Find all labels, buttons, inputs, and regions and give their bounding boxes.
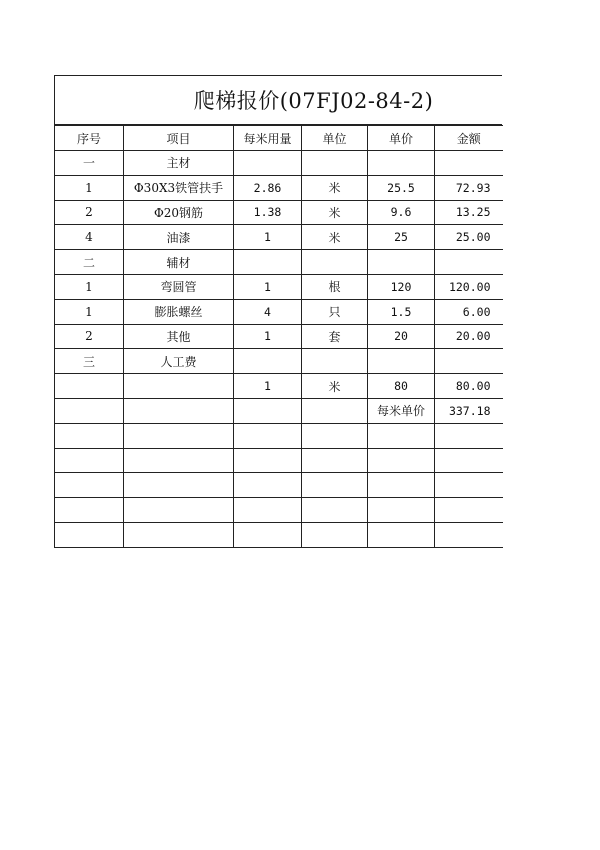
cell-item: 主材 [124,151,234,176]
cell-amount: 72.93 [435,175,503,200]
cell-index [55,448,124,473]
cell-amount [435,448,503,473]
cell-item [124,398,234,423]
cell-item: Φ30X3铁管扶手 [124,175,234,200]
cell-price: 20 [368,324,435,349]
cell-item: Φ20钢筋 [124,200,234,225]
table-row [55,498,503,523]
table-row [55,448,503,473]
cell-item: 辅材 [124,250,234,275]
cell-index: 一 [55,151,124,176]
table-row [55,200,503,225]
cell-usage [234,423,302,448]
quote-sheet [54,75,502,548]
cell-usage: 1 [234,225,302,250]
cell-amount: 20.00 [435,324,503,349]
cell-usage [234,398,302,423]
cell-amount [435,250,503,275]
cell-index: 1 [55,274,124,299]
cell-price [368,498,435,523]
cell-amount [435,473,503,498]
table-row [55,299,503,324]
cell-amount: 120.00 [435,274,503,299]
table-row [55,398,503,423]
cell-item: 弯圆管 [124,274,234,299]
cell-index [55,522,124,547]
cell-price: 25.5 [368,175,435,200]
cell-item: 其他 [124,324,234,349]
cell-usage [234,349,302,374]
cell-index: 4 [55,225,124,250]
cell-index: 2 [55,200,124,225]
cell-item [124,448,234,473]
cell-unit [302,473,368,498]
cell-usage: 2.86 [234,175,302,200]
cell-price: 每米单价 [368,398,435,423]
cell-price: 120 [368,274,435,299]
cell-price: 25 [368,225,435,250]
cell-price [368,448,435,473]
quote-table-body [55,126,503,548]
cell-amount [435,151,503,176]
cell-item: 油漆 [124,225,234,250]
cell-item [124,374,234,399]
header-cell-price: 单价 [368,126,435,151]
cell-usage: 1 [234,274,302,299]
cell-item: 膨胀螺丝 [124,299,234,324]
cell-unit: 米 [302,175,368,200]
cell-item [124,498,234,523]
table-row [55,250,503,275]
cell-price: 1.5 [368,299,435,324]
cell-price [368,151,435,176]
cell-unit: 米 [302,225,368,250]
cell-usage: 1 [234,374,302,399]
cell-unit: 根 [302,274,368,299]
header-cell-item: 项目 [124,126,234,151]
cell-price [368,349,435,374]
cell-usage [234,522,302,547]
table-row [55,374,503,399]
cell-index [55,423,124,448]
cell-item: 人工费 [124,349,234,374]
cell-amount [435,522,503,547]
cell-item [124,423,234,448]
cell-usage: 4 [234,299,302,324]
cell-unit [302,151,368,176]
cell-item [124,522,234,547]
cell-unit [302,423,368,448]
cell-index: 1 [55,299,124,324]
cell-index [55,398,124,423]
cell-index [55,473,124,498]
sheet-title: 爬梯报价(07FJ02-84-2) [54,75,502,125]
cell-unit [302,498,368,523]
table-row [55,349,503,374]
cell-usage [234,151,302,176]
quote-table [54,125,503,548]
cell-amount [435,498,503,523]
cell-amount: 25.00 [435,225,503,250]
cell-unit [302,349,368,374]
cell-usage: 1 [234,324,302,349]
table-row [55,324,503,349]
table-row [55,522,503,547]
table-row [55,274,503,299]
cell-unit: 只 [302,299,368,324]
table-row [55,423,503,448]
cell-unit [302,398,368,423]
cell-amount: 13.25 [435,200,503,225]
header-cell-amount: 金额 [435,126,503,151]
cell-amount: 80.00 [435,374,503,399]
cell-unit [302,250,368,275]
cell-usage [234,498,302,523]
header-cell-usage: 每米用量 [234,126,302,151]
cell-unit [302,522,368,547]
cell-price [368,522,435,547]
cell-amount: 337.18 [435,398,503,423]
cell-amount [435,423,503,448]
cell-unit: 米 [302,200,368,225]
cell-unit: 米 [302,374,368,399]
cell-amount [435,349,503,374]
cell-index: 1 [55,175,124,200]
cell-item [124,473,234,498]
header-cell-unit: 单位 [302,126,368,151]
cell-price: 80 [368,374,435,399]
cell-price [368,423,435,448]
cell-price: 9.6 [368,200,435,225]
cell-usage: 1.38 [234,200,302,225]
cell-index [55,498,124,523]
header-cell-index: 序号 [55,126,124,151]
cell-usage [234,473,302,498]
cell-price [368,250,435,275]
table-row [55,151,503,176]
cell-unit: 套 [302,324,368,349]
table-row [55,175,503,200]
table-row [55,473,503,498]
cell-index: 二 [55,250,124,275]
cell-usage [234,448,302,473]
header-row [55,126,503,151]
cell-price [368,473,435,498]
cell-usage [234,250,302,275]
cell-unit [302,448,368,473]
cell-index: 三 [55,349,124,374]
cell-index: 2 [55,324,124,349]
cell-amount: 6.00 [435,299,503,324]
table-row [55,225,503,250]
cell-index [55,374,124,399]
